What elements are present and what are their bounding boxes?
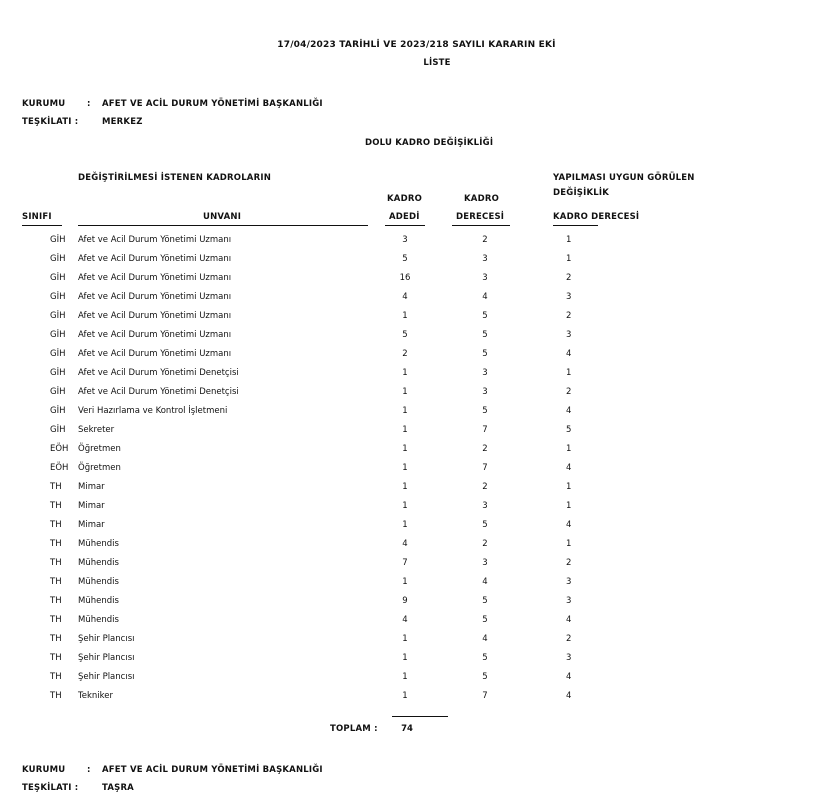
yeni-derece-cell: 2 [566, 311, 572, 321]
table-row [0, 425, 833, 443]
yeni-derece-cell: 4 [566, 520, 572, 530]
total-label: TOPLAM : [330, 724, 378, 734]
adet-cell: 2 [402, 349, 408, 359]
derece-cell: 3 [482, 558, 488, 568]
table-row [0, 387, 833, 405]
yeni-derece-cell: 4 [566, 672, 572, 682]
derece-cell: 4 [482, 292, 488, 302]
adet-cell: 1 [402, 463, 408, 473]
yeni-derece-cell: 3 [566, 577, 572, 587]
group-header-right-line1: YAPILMASI UYGUN GÖRÜLEN [553, 173, 695, 183]
unvan-cell: Afet ve Acil Durum Yönetimi Denetçisi [78, 387, 239, 397]
table-row [0, 691, 833, 709]
sinif-cell: GİH [50, 292, 66, 302]
derece-cell: 7 [482, 425, 488, 435]
table-row [0, 311, 833, 329]
adet-cell: 3 [402, 235, 408, 245]
sinif-cell: GİH [50, 425, 66, 435]
col-header-adedi: ADEDİ [389, 212, 420, 222]
adet-cell: 5 [402, 254, 408, 264]
unvan-cell: Afet ve Acil Durum Yönetimi Uzmanı [78, 235, 232, 245]
adet-cell: 1 [402, 311, 408, 321]
sinif-cell: TH [50, 482, 62, 492]
teskilati-label: TEŞKİLATI : [22, 117, 79, 127]
yeni-derece-cell: 3 [566, 596, 572, 606]
derece-cell: 5 [482, 615, 488, 625]
sinif-cell: GİH [50, 254, 66, 264]
table-row [0, 273, 833, 291]
sinif-cell: TH [50, 577, 62, 587]
sinif-cell: GİH [50, 273, 66, 283]
unvan-cell: Şehir Plancısı [78, 634, 135, 644]
header-underline-unvani [78, 225, 368, 226]
sinif-cell: GİH [50, 387, 66, 397]
table-row [0, 349, 833, 367]
table-row [0, 596, 833, 614]
sinif-cell: TH [50, 634, 62, 644]
table-row [0, 672, 833, 690]
yeni-derece-cell: 4 [566, 349, 572, 359]
sinif-cell: GİH [50, 330, 66, 340]
adet-cell: 1 [402, 691, 408, 701]
teskilati-value-2: TAŞRA [102, 783, 134, 793]
yeni-derece-cell: 4 [566, 615, 572, 625]
kurumu-separator-2: : [87, 765, 91, 775]
table-row [0, 539, 833, 557]
yeni-derece-cell: 5 [566, 425, 572, 435]
adet-cell: 1 [402, 653, 408, 663]
derece-cell: 7 [482, 463, 488, 473]
derece-cell: 2 [482, 482, 488, 492]
unvan-cell: Mühendis [78, 539, 119, 549]
unvan-cell: Afet ve Acil Durum Yönetimi Uzmanı [78, 349, 232, 359]
table-row [0, 634, 833, 652]
document-subtitle: LİSTE [423, 58, 451, 68]
derece-cell: 3 [482, 273, 488, 283]
adet-cell: 9 [402, 596, 408, 606]
table-row [0, 577, 833, 595]
derece-cell: 5 [482, 672, 488, 682]
col-header-kadro-1: KADRO [387, 194, 422, 204]
adet-cell: 1 [402, 387, 408, 397]
kurumu-separator: : [87, 99, 91, 109]
header-underline-sinifi [22, 225, 62, 226]
table-row [0, 368, 833, 386]
sinif-cell: TH [50, 615, 62, 625]
table-row [0, 463, 833, 481]
unvan-cell: Afet ve Acil Durum Yönetimi Uzmanı [78, 311, 232, 321]
derece-cell: 5 [482, 520, 488, 530]
unvan-cell: Şehir Plancısı [78, 653, 135, 663]
yeni-derece-cell: 3 [566, 330, 572, 340]
unvan-cell: Öğretmen [78, 444, 121, 454]
sinif-cell: GİH [50, 235, 66, 245]
sinif-cell: TH [50, 539, 62, 549]
kurumu-label-2: KURUMU [22, 765, 66, 775]
yeni-derece-cell: 1 [566, 235, 572, 245]
derece-cell: 2 [482, 235, 488, 245]
sinif-cell: TH [50, 672, 62, 682]
unvan-cell: Afet ve Acil Durum Yönetimi Uzmanı [78, 330, 232, 340]
col-header-sinifi: SINIFI [22, 212, 52, 222]
table-row [0, 330, 833, 348]
unvan-cell: Mühendis [78, 558, 119, 568]
adet-cell: 1 [402, 425, 408, 435]
header-underline-adedi [385, 225, 425, 226]
unvan-cell: Mimar [78, 520, 105, 530]
sinif-cell: EÖH [50, 463, 69, 473]
adet-cell: 1 [402, 368, 408, 378]
yeni-derece-cell: 1 [566, 539, 572, 549]
unvan-cell: Mimar [78, 501, 105, 511]
sinif-cell: TH [50, 653, 62, 663]
yeni-derece-cell: 2 [566, 558, 572, 568]
derece-cell: 5 [482, 406, 488, 416]
sinif-cell: TH [50, 501, 62, 511]
derece-cell: 4 [482, 577, 488, 587]
derece-cell: 3 [482, 368, 488, 378]
header-underline-yapilmasi [553, 225, 598, 226]
sinif-cell: GİH [50, 406, 66, 416]
table-row [0, 501, 833, 519]
kurumu-value-2: AFET VE ACİL DURUM YÖNETİMİ BAŞKANLIĞI [102, 765, 323, 775]
table-row [0, 292, 833, 310]
document-title: 17/04/2023 TARİHLİ VE 2023/218 SAYILI KARARIN EKİ [277, 40, 556, 50]
table-row [0, 482, 833, 500]
adet-cell: 1 [402, 672, 408, 682]
unvan-cell: Afet ve Acil Durum Yönetimi Uzmanı [78, 292, 232, 302]
sinif-cell: TH [50, 691, 62, 701]
adet-cell: 1 [402, 482, 408, 492]
col-header-unvani: UNVANI [203, 212, 242, 222]
adet-cell: 4 [402, 539, 408, 549]
derece-cell: 7 [482, 691, 488, 701]
table-row [0, 520, 833, 538]
yeni-derece-cell: 1 [566, 444, 572, 454]
unvan-cell: Afet ve Acil Durum Yönetimi Uzmanı [78, 254, 232, 264]
derece-cell: 4 [482, 634, 488, 644]
total-underline [392, 716, 448, 717]
table-row [0, 254, 833, 272]
header-underline-derecesi [452, 225, 510, 226]
adet-cell: 7 [402, 558, 408, 568]
table-row [0, 653, 833, 671]
sinif-cell: GİH [50, 311, 66, 321]
yeni-derece-cell: 4 [566, 406, 572, 416]
yeni-derece-cell: 1 [566, 482, 572, 492]
adet-cell: 1 [402, 634, 408, 644]
table-row [0, 558, 833, 576]
group-header-right-line2: DEĞİŞİKLİK [553, 188, 610, 198]
adet-cell: 1 [402, 406, 408, 416]
yeni-derece-cell: 4 [566, 691, 572, 701]
unvan-cell: Afet ve Acil Durum Yönetimi Uzmanı [78, 273, 232, 283]
unvan-cell: Mühendis [78, 596, 119, 606]
sinif-cell: TH [50, 596, 62, 606]
unvan-cell: Mimar [78, 482, 105, 492]
derece-cell: 3 [482, 501, 488, 511]
yeni-derece-cell: 3 [566, 292, 572, 302]
yeni-derece-cell: 1 [566, 501, 572, 511]
sinif-cell: TH [50, 558, 62, 568]
unvan-cell: Mühendis [78, 577, 119, 587]
col-header-yapilmasi: KADRO DERECESİ [553, 212, 640, 222]
adet-cell: 5 [402, 330, 408, 340]
sinif-cell: TH [50, 520, 62, 530]
yeni-derece-cell: 2 [566, 273, 572, 283]
yeni-derece-cell: 4 [566, 463, 572, 473]
derece-cell: 5 [482, 596, 488, 606]
yeni-derece-cell: 2 [566, 387, 572, 397]
adet-cell: 1 [402, 501, 408, 511]
teskilati-label-2: TEŞKİLATI : [22, 783, 79, 793]
derece-cell: 5 [482, 653, 488, 663]
unvan-cell: Veri Hazırlama ve Kontrol İşletmeni [78, 406, 228, 416]
adet-cell: 1 [402, 444, 408, 454]
table-row [0, 444, 833, 462]
kurumu-value: AFET VE ACİL DURUM YÖNETİMİ BAŞKANLIĞI [102, 99, 323, 109]
total-value: 74 [401, 724, 413, 734]
yeni-derece-cell: 2 [566, 634, 572, 644]
derece-cell: 5 [482, 330, 488, 340]
teskilati-value: MERKEZ [102, 117, 143, 127]
adet-cell: 1 [402, 520, 408, 530]
unvan-cell: Sekreter [78, 425, 115, 435]
adet-cell: 1 [402, 577, 408, 587]
sinif-cell: GİH [50, 349, 66, 359]
derece-cell: 2 [482, 444, 488, 454]
yeni-derece-cell: 3 [566, 653, 572, 663]
yeni-derece-cell: 1 [566, 368, 572, 378]
group-header-left: DEĞİŞTİRİLMESİ İSTENEN KADROLARIN [78, 173, 272, 183]
unvan-cell: Mühendis [78, 615, 119, 625]
adet-cell: 4 [402, 292, 408, 302]
derece-cell: 5 [482, 311, 488, 321]
col-header-kadro-2: KADRO [464, 194, 499, 204]
kurumu-label: KURUMU [22, 99, 66, 109]
unvan-cell: Tekniker [78, 691, 113, 701]
col-header-derecesi: DERECESİ [456, 212, 505, 222]
derece-cell: 3 [482, 254, 488, 264]
adet-cell: 4 [402, 615, 408, 625]
adet-cell: 16 [399, 273, 411, 283]
table-row [0, 615, 833, 633]
derece-cell: 2 [482, 539, 488, 549]
unvan-cell: Öğretmen [78, 463, 121, 473]
derece-cell: 5 [482, 349, 488, 359]
unvan-cell: Şehir Plancısı [78, 672, 135, 682]
yeni-derece-cell: 1 [566, 254, 572, 264]
sinif-cell: EÖH [50, 444, 69, 454]
unvan-cell: Afet ve Acil Durum Yönetimi Denetçisi [78, 368, 239, 378]
section-title: DOLU KADRO DEĞİŞİKLİĞİ [365, 138, 494, 148]
table-row [0, 235, 833, 253]
derece-cell: 3 [482, 387, 488, 397]
table-row [0, 406, 833, 424]
sinif-cell: GİH [50, 368, 66, 378]
